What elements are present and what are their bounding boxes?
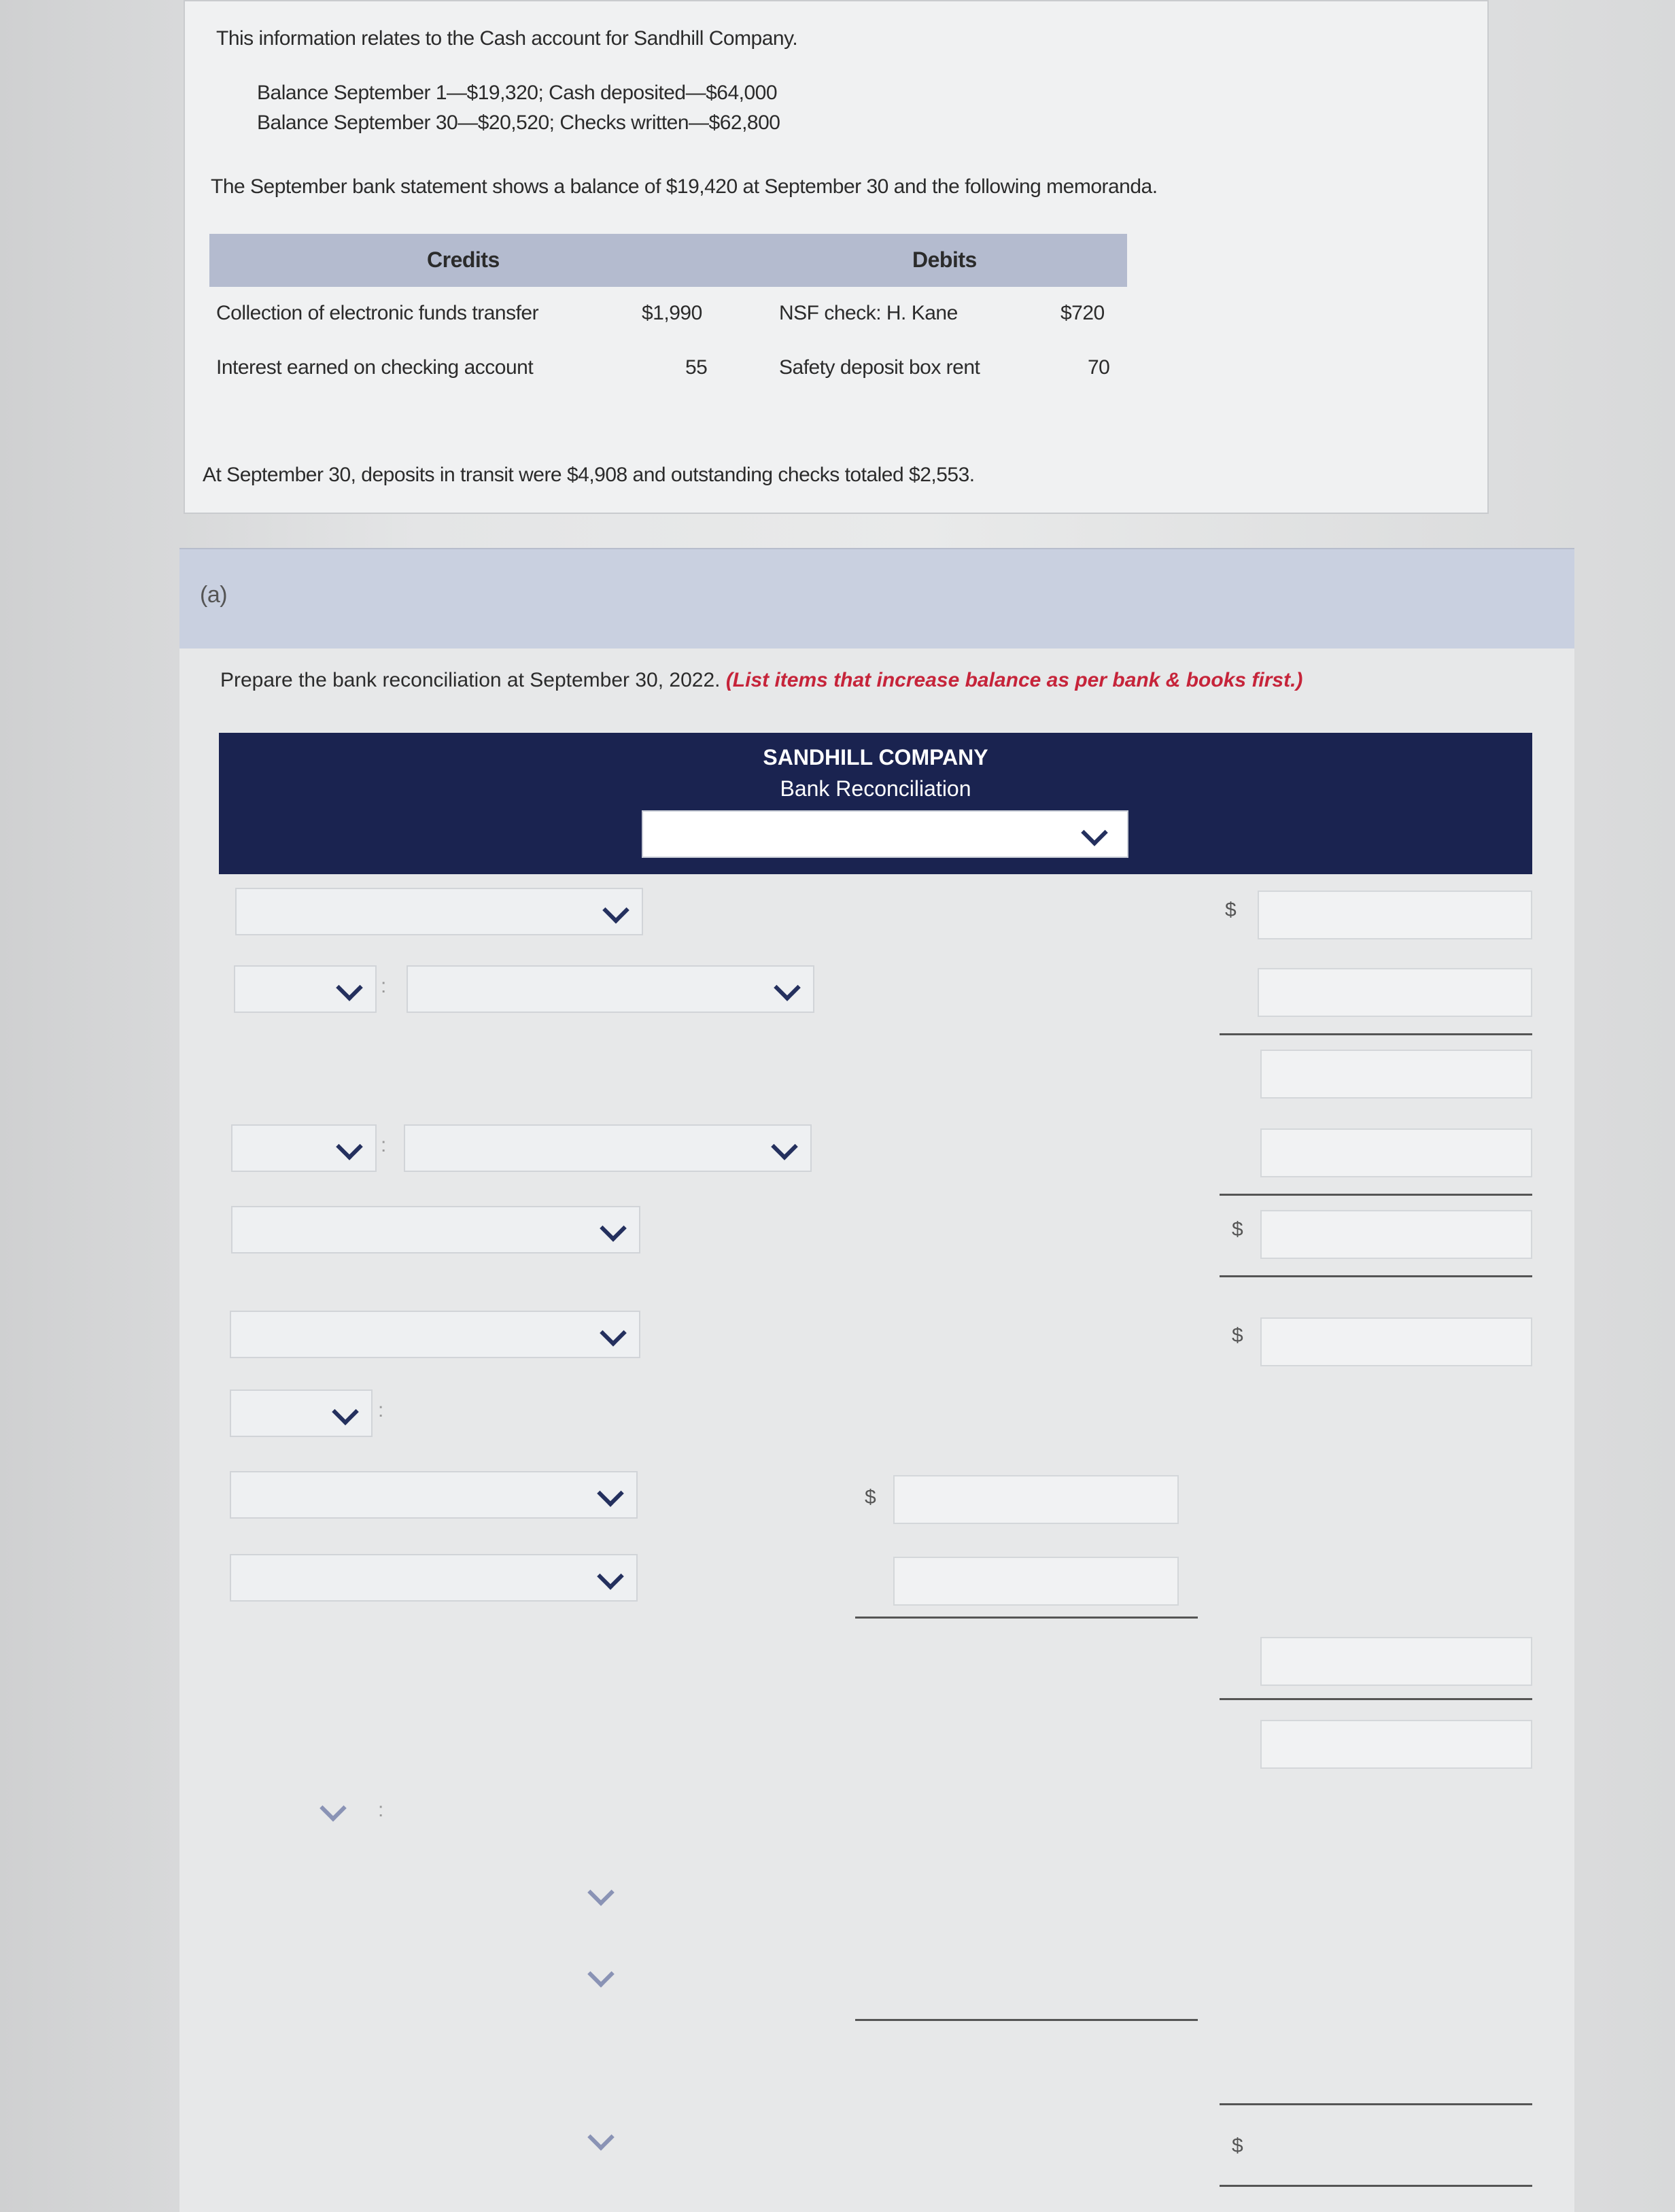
chevron-down-icon xyxy=(332,1398,359,1425)
amount-input[interactable] xyxy=(1260,1317,1532,1366)
debit-amount: 70 xyxy=(1088,356,1110,379)
dollar-sign: $ xyxy=(1232,1218,1243,1241)
statement-text: The September bank statement shows a balance of $19,420 at September 30 and the following memoranda. xyxy=(211,175,1158,198)
debit-label: Safety deposit box rent xyxy=(779,356,980,379)
colon-separator: : xyxy=(378,1399,384,1421)
chevron-down-icon xyxy=(597,1563,624,1590)
underline xyxy=(855,2019,1198,2021)
debit-label: NSF check: H. Kane xyxy=(779,302,958,324)
debit-amount: $720 xyxy=(1060,302,1105,324)
amount-input[interactable] xyxy=(1260,1210,1532,1259)
chevron-down-icon xyxy=(771,1133,798,1160)
line-item-select[interactable] xyxy=(235,888,643,935)
line-item-select[interactable] xyxy=(230,1554,638,1602)
colon-separator: : xyxy=(378,1799,384,1821)
chevron-down-icon xyxy=(597,1480,624,1507)
intro-text: This information relates to the Cash account for Sandhill Company. xyxy=(216,27,798,50)
credit-label: Collection of electronic funds transfer xyxy=(216,302,539,324)
add-less-select[interactable] xyxy=(230,1389,373,1437)
part-a-body xyxy=(179,649,1574,2212)
amount-input[interactable] xyxy=(1260,1050,1532,1099)
part-a-label: (a) xyxy=(200,582,228,608)
balance-line-1: Balance September 1—$19,320; Cash deposited—$64,000 xyxy=(257,82,778,104)
chevron-down-icon xyxy=(1081,819,1108,846)
underline xyxy=(1220,2103,1532,2105)
line-item-select[interactable] xyxy=(407,965,814,1013)
underline xyxy=(1220,1033,1532,1035)
chevron-down-icon xyxy=(602,897,629,924)
instruction-main: Prepare the bank reconciliation at September 30, 2022. xyxy=(220,669,721,691)
amount-input[interactable] xyxy=(1260,1720,1532,1769)
underline xyxy=(855,1617,1198,1619)
chevron-down-icon xyxy=(336,1133,363,1160)
line-item-select[interactable] xyxy=(231,1206,640,1254)
dollar-sign: $ xyxy=(1232,2135,1243,2157)
instruction-text xyxy=(220,669,1302,692)
amount-input[interactable] xyxy=(893,1557,1179,1606)
part-a-header xyxy=(179,548,1574,650)
chevron-down-icon xyxy=(600,1215,627,1242)
credit-amount: 55 xyxy=(685,356,708,379)
memoranda-table xyxy=(209,234,1127,390)
add-less-select[interactable] xyxy=(234,965,377,1013)
line-item-select[interactable] xyxy=(230,1311,640,1358)
company-name: SANDHILL COMPANY xyxy=(763,745,988,770)
line-item-select[interactable] xyxy=(404,1124,812,1172)
dollar-sign: $ xyxy=(1232,1324,1243,1347)
memoranda-header xyxy=(209,234,1127,287)
amount-input[interactable] xyxy=(1258,968,1532,1017)
underline xyxy=(1220,1194,1532,1196)
underline xyxy=(1220,2185,1532,2187)
transit-text: At September 30, deposits in transit were $4,908 and outstanding checks totaled $2,553. xyxy=(203,464,975,486)
dollar-sign: $ xyxy=(865,1486,876,1508)
reconciliation-title: Bank Reconciliation xyxy=(780,776,971,801)
credit-label: Interest earned on checking account xyxy=(216,356,534,379)
add-less-select[interactable] xyxy=(231,1124,377,1172)
instruction-emphasis: (List items that increase balance as per bank & books first.) xyxy=(725,669,1303,691)
colon-separator: : xyxy=(381,975,387,997)
date-select[interactable] xyxy=(642,810,1128,858)
reconciliation-header xyxy=(219,733,1532,874)
balance-line-2: Balance September 30—$20,520; Checks written—$62,800 xyxy=(257,111,780,134)
chevron-down-icon xyxy=(336,974,363,1001)
amount-input[interactable] xyxy=(1260,1128,1532,1177)
colon-separator: : xyxy=(381,1134,387,1156)
debits-header: Debits xyxy=(912,247,977,272)
chevron-down-icon xyxy=(600,1319,627,1347)
amount-input[interactable] xyxy=(1258,891,1532,939)
dollar-sign: $ xyxy=(1225,899,1237,921)
underline xyxy=(1220,1698,1532,1700)
chevron-down-icon xyxy=(774,974,801,1001)
amount-input[interactable] xyxy=(893,1475,1179,1524)
line-item-select[interactable] xyxy=(230,1471,638,1519)
credits-header: Credits xyxy=(427,247,500,272)
amount-input[interactable] xyxy=(1260,1637,1532,1686)
underline xyxy=(1220,1275,1532,1277)
credit-amount: $1,990 xyxy=(642,302,702,324)
